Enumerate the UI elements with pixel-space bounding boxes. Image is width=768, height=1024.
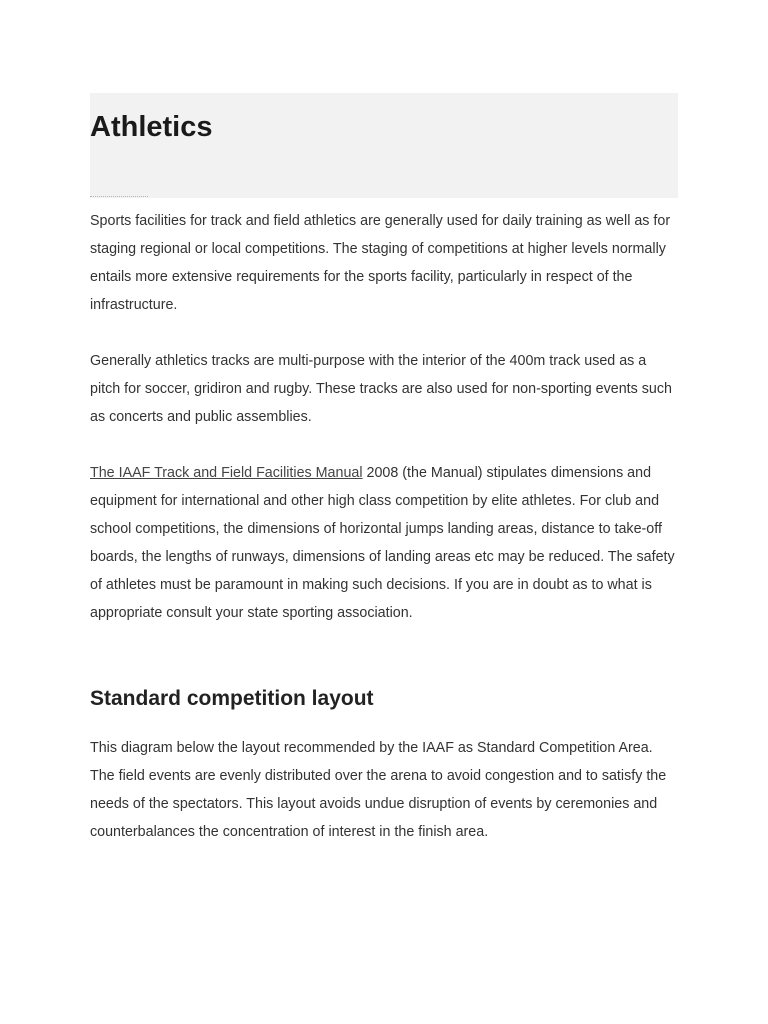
- manual-paragraph-text: 2008 (the Manual) stipulates dimensions and equipment for international and other high class competition by elite athletes. For club and school competitions, the dimensions of horizontal jumps landing areas, distance to take-off boards, the lengths of runways, dimensions of landing areas etc may be reduced. The safety of athletes must be paramount in making such decisions. If you are in doubt as to what is appropriate consult your state sporting association.: [90, 465, 675, 621]
- intro-paragraph: Sports facilities for track and field athletics are generally used for daily training as well as for staging regional or local competitions. The staging of competitions at higher levels normally entails more extensive requirements for the sports facility, particularly in respect of the infrastructure.: [90, 213, 671, 313]
- title-divider: [90, 196, 148, 197]
- layout-paragraph: This diagram below the layout recommended by the IAAF as Standard Competition Area. The field events are evenly distributed over the arena to avoid congestion and to satisfy the needs of the spectators. This layout avoids undue disruption of events by ceremonies and counterbalances the concentration of interest in the finish area.: [90, 740, 667, 840]
- iaaf-manual-link[interactable]: The IAAF Track and Field Facilities Manual: [90, 465, 363, 481]
- article: [90, 93, 678, 846]
- title-banner: [90, 93, 678, 198]
- manual-paragraph: [90, 459, 678, 627]
- section-heading: Standard competition layout: [90, 687, 374, 710]
- tracks-paragraph: Generally athletics tracks are multi-purpose with the interior of the 400m track used as a pitch for soccer, gridiron and rugby. These tracks are also used for non-sporting events such as concerts and public assemblies.: [90, 353, 672, 425]
- page-title: Athletics: [90, 111, 213, 143]
